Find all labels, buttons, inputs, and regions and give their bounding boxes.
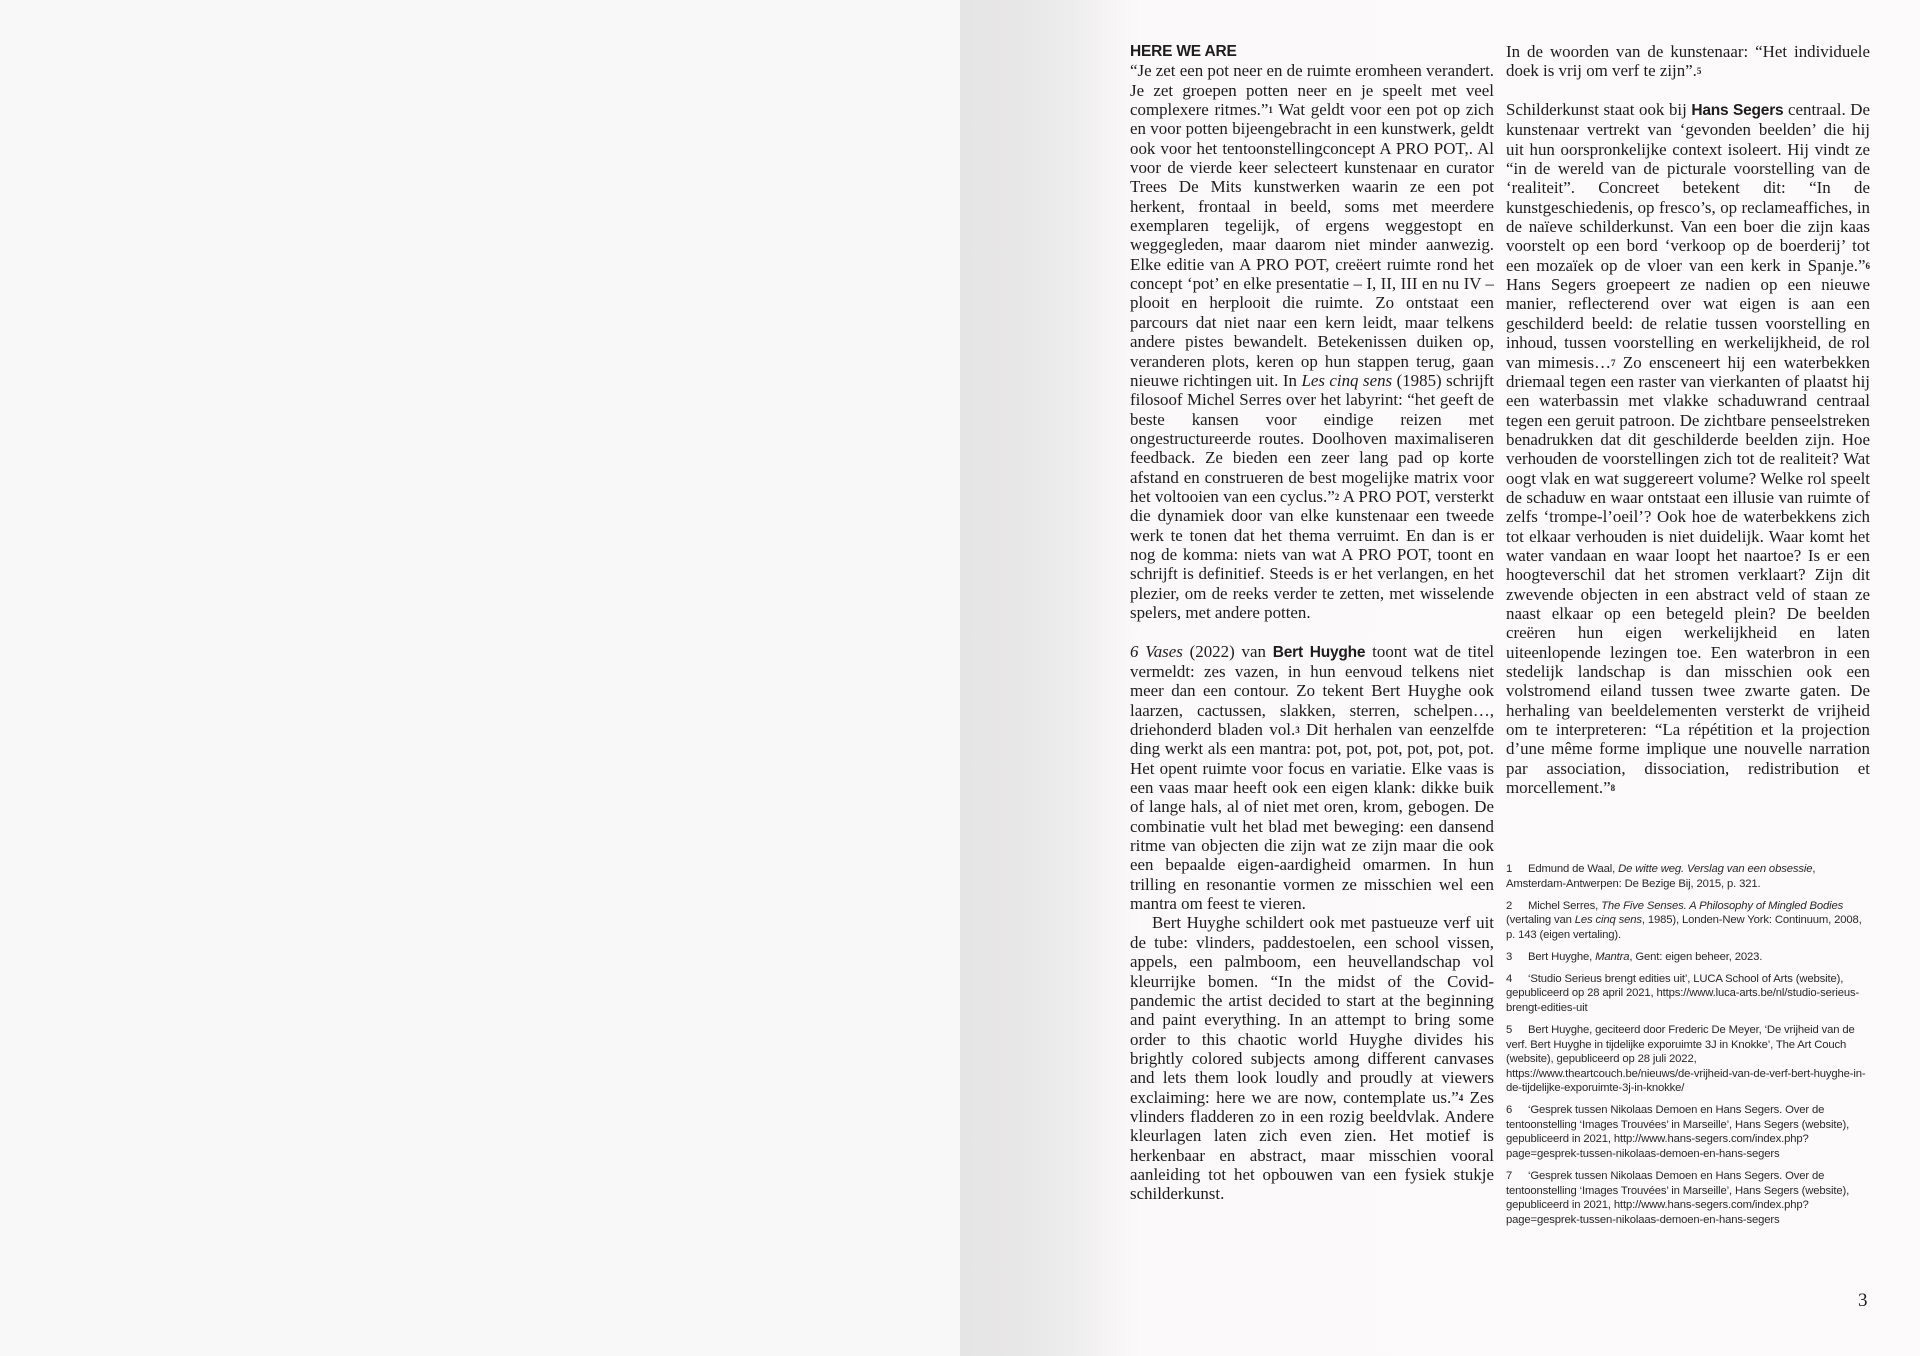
text-span: Zes vlinders fladderen zo in een rozig beeldvlak. Andere kleurlagen laten zich even zien. Het motief is herkenbaar en abstract, maar misschien vooral aanleiding tot het opbouwen van een fysiek stukje schilderkunst. bbox=[1130, 1087, 1494, 1204]
paragraph-bert-huyghe-2 bbox=[1130, 913, 1494, 1203]
footnote-title: Mantra bbox=[1595, 950, 1630, 963]
section-heading: HERE WE ARE bbox=[1130, 43, 1237, 60]
artist-name: Hans Segers bbox=[1691, 102, 1784, 120]
footnote bbox=[1506, 950, 1870, 965]
artwork-title: 6 Vases bbox=[1130, 641, 1183, 661]
footnote-text[interactable]: ‘Gesprek tussen Nikolaas Demoen en Hans Segers. Over de tentoonstelling ‘Images Trouvées’ in Marseille’, Hans Segers (website), gepubliceerd in 2021, http://www.hans-segers.com/index.php?page=gesprek-tussen-nikolaas-demoen-en-hans-segers bbox=[1506, 1170, 1850, 1226]
page-number: 3 bbox=[1858, 1290, 1868, 1311]
intro-text-end: A PRO POT, versterkt die dynamiek door van elke kunstenaar een tweede werk te tonen dat het thema verruimt. En dan is er nog de komma: niets van wat A PRO POT, toont en schrijft is definitief. Steeds is er het verlangen, en het plezier, om de reeks verder te zetten, met wisselende spelers, met andere potten. bbox=[1130, 486, 1494, 622]
footnote-ref[interactable]: 8 bbox=[1610, 783, 1616, 794]
footnote-title: The Five Senses. A Philosophy of Mingled Bodies bbox=[1601, 899, 1844, 912]
footnote-number: 2 bbox=[1506, 899, 1513, 912]
footnote-ref[interactable]: 7 bbox=[1610, 357, 1616, 368]
text-span: Bert Huyghe schildert ook met pastueuze verf uit de tube: vlinders, paddestoelen, een school vissen, appels, een palmboom, een heuvellandschap vol kleurrijke bomen. “In the midst of the Covid-pandemic the artist decided to start at the beginning and paint everything. In an attempt to bring some order to this chaotic world Huyghe divides his brightly colored subjects among different canvases and lets them look loudly and proudly at viewers exclaiming: here we are now, contemplate us.” bbox=[1130, 913, 1494, 1107]
text-span: Hans Segers groepeert ze nadien op een nieuwe manier, reflecterend over wat eigen is aan een geschilderd beeld: de relatie tussen voorstelling en inhoud, tussen voorstelling en werkelijkheid, de rol van mimesis… bbox=[1506, 275, 1870, 372]
intro-text: Wat geldt voor een pot op zich en voor potten bijeengebracht in een kunstwerk, geldt ook voor het tentoonstellingconcept A PRO POT,. Al voor de vierde keer selecteert kunstenaar en curator Trees De Mits kunstwerken waarin ze een pot herkent, frontaal in beeld, soms met meerdere exemplaren tegelijk, of ergens weggestopt en weggegleden, maar daarom niet minder aanwezig. Elke editie van A PRO POT, creëert ruimte rond het concept ‘pot’ en elke presentatie – I, II, III en nu IV – plooit en herplooit die ruimte. Zo ontstaat een parcours dat niet naar een kern leidt, maar telkens andere pistes bewandelt. Betekenissen duiken op, veranderen plots, keren op hun stappen terug, gaan nieuwe richtingen uit. In bbox=[1130, 100, 1494, 390]
footnote-ref[interactable]: 2 bbox=[1334, 491, 1340, 502]
footnote-title: De witte weg. Verslag van een obsessie bbox=[1618, 863, 1813, 875]
footnote-number: 6 bbox=[1506, 1104, 1513, 1117]
footnote bbox=[1506, 862, 1870, 891]
footnote-text: Michel Serres, bbox=[1528, 899, 1602, 912]
paragraph-hans-segers bbox=[1506, 100, 1870, 797]
paragraph-intro bbox=[1130, 61, 1494, 622]
footnote-text: , 1985), Londen-New York: Continuum, 2008, p. 143 (eigen vertaling). bbox=[1506, 914, 1862, 941]
footnote bbox=[1506, 972, 1870, 1016]
paragraph-bert-huyghe bbox=[1130, 642, 1494, 914]
footnote bbox=[1506, 899, 1870, 943]
footnote-number: 1 bbox=[1506, 863, 1513, 875]
text-span: centraal. De kunstenaar vertrekt van ‘gevonden beelden’ die hij uit hun oorspronkelijke context isoleert. Hij vindt ze “in de wereld van de picturale voorstelling van de ‘realiteit”. Concreet betekent dit: “In de kunstgeschiedenis, op fresco’s, op reclameaffiches, in de naïeve schilderkunst. Van een boer die zijn kaas voorstelt op een bord ‘verkoop op de boerderij’ tot een mozaïek op de vloer van een kerk in Spanje.” bbox=[1506, 100, 1870, 275]
text-span: Zo ensceneert hij een waterbekken driemaal tegen een raster van vierkanten of plaatst hij een waterbassin met vlakke schaduwrand centraal tegen een geruit patroon. De zichtbare penseelstreken benadrukken dat dit geschilderde beelden zijn. Hoe verhouden de voorstellingen zich tot de realiteit? Wat oogt vlak en wat suggereert volume? Welke rol speelt de schaduw en waar ontstaat een illusie van ruimte of zelfs ‘trompe-l’oeil’? Ook hoe de waterbekkens zich tot elkaar verhouden is niet duidelijk. Waar komt het water vandaan en waar loopt het naartoe? Is er een hoogteverschil dat het stromen verklaart? Zijn dit zwevende objecten in een abstract veld of staan ze naast elkaar op een betegeld plein? De beelden creëren hun eigen werkelijkheid en laten uiteenlopende lezingen toe. Een waterbron in een stedelijk landschap is dan misschien ook een volstromend eiland tussen twee zwarte gaten. De herhaling van beeldelementen versterkt de vrijheid om te interpreteren: “La répétition et la projection d’une même forme implique une nouvelle narration par association, dissociation, redistribution et morcellement.” bbox=[1506, 352, 1871, 798]
intro-quote: “Je zet een pot neer en de ruimte eromheen verandert. Je zet groepen potten neer en je speelt met veel complexere ritmes.” bbox=[1130, 61, 1494, 120]
footnote bbox=[1506, 1169, 1870, 1227]
article-column-2 bbox=[1506, 42, 1870, 797]
footnotes bbox=[1506, 862, 1870, 1235]
footnote-ref[interactable]: 3 bbox=[1295, 725, 1300, 736]
footnote-number: 4 bbox=[1506, 972, 1513, 985]
article-column-1 bbox=[1130, 42, 1494, 1204]
footnote-text: (vertaling van bbox=[1506, 914, 1575, 927]
footnote-ref[interactable]: 6 bbox=[1865, 260, 1870, 271]
text-span: Schilderkunst staat ook bij bbox=[1506, 100, 1692, 120]
footnote-text: , Gent: eigen beheer, 2023. bbox=[1629, 950, 1763, 963]
text-span: toont wat de titel vermeldt: zes vazen, in hun eenvoud telkens niet meer dan een contour. Zo tekent Bert Huyghe ook laarzen, cactussen, slakken, sterren, schelpen…, driehonderd bladen vol. bbox=[1130, 641, 1495, 740]
footnote-number: 3 bbox=[1506, 950, 1513, 963]
footnote-text[interactable]: ‘Studio Serieus brengt edities uit’, LUCA School of Arts (website), gepubliceerd op 28 april 2021, https://www.luca-arts.be/nl/studio-serieus-brengt-edities-uit bbox=[1506, 972, 1860, 1014]
footnote-number: 7 bbox=[1506, 1170, 1513, 1183]
footnote-text[interactable]: Bert Huyghe, geciteerd door Frederic De Meyer, ‘De vrijheid van de verf. Bert Huyghe in tijdelijke exporuimte 3J in Knokke’, The Art Couch (website), gepubliceerd op 28 juli 2022, https://www.theartcouch.be/nieuws/de-vrijheid-van-de-verf-bert-huyghe-in-de-tijdelijke-exporuimte-3j-in-knokke/ bbox=[1506, 1023, 1866, 1095]
paragraph-quote bbox=[1506, 42, 1870, 81]
footnote bbox=[1506, 1103, 1870, 1161]
text-span: (2022) van bbox=[1182, 641, 1273, 661]
artist-name: Bert Huyghe bbox=[1272, 643, 1366, 661]
text-span: Dit herhalen van eenzelfde ding werkt als een mantra: pot, pot, pot, pot, pot, pot. Het opent ruimte voor focus en variatie. Elke vaas is een vaas maar heeft ook een eigen klank: dikke buik of lange hals, al of niet met oren, krom, gebogen. De combinatie vult het blad met beweging: een dansend ritme van objecten die zijn wat ze zijn maar die ook een bepaalde eigen-aardigheid omarmen. In hun trilling en resonantie vormen ze misschien wel een mantra om feest te vieren. bbox=[1130, 720, 1494, 914]
footnote-text: , Amsterdam-Antwerpen: De Bezige Bij, 2015, p. 321. bbox=[1506, 863, 1816, 890]
footnote-text: Edmund de Waal, bbox=[1528, 863, 1619, 875]
text-span: In de woorden van de kunstenaar: “Het individuele doek is vrij om verf te zijn”. bbox=[1506, 42, 1870, 81]
footnote-text[interactable]: ‘Gesprek tussen Nikolaas Demoen en Hans Segers. Over de tentoonstelling ‘Images Trouvées’ in Marseille’, Hans Segers (website), gepubliceerd in 2021, http://www.hans-segers.com/index.php?page=gesprek-tussen-nikolaas-demoen-en-hans-segers bbox=[1506, 1104, 1850, 1161]
footnote-text: Bert Huyghe, bbox=[1528, 950, 1596, 963]
book-title: Les cinq sens bbox=[1301, 370, 1393, 390]
intro-text-cont: (1985) schrijft filosoof Michel Serres over het labyrint: “het geeft de beste kansen voor eindige reizen met ongestructureerde routes. Doolhoven maximaliseren feedback. Ze bieden een zeer lang pad op korte afstand en construeren de best mogelijke matrix voor het voltooien van een cyclus.” bbox=[1130, 370, 1494, 506]
footnote bbox=[1506, 1023, 1870, 1096]
footnote-number: 5 bbox=[1506, 1023, 1513, 1036]
footnote-ref[interactable]: 4 bbox=[1458, 1092, 1464, 1103]
footnote-ref[interactable]: 5 bbox=[1696, 66, 1702, 77]
footnote-title: Les cinq sens bbox=[1574, 914, 1642, 927]
footnote-ref[interactable]: 1 bbox=[1268, 105, 1273, 116]
